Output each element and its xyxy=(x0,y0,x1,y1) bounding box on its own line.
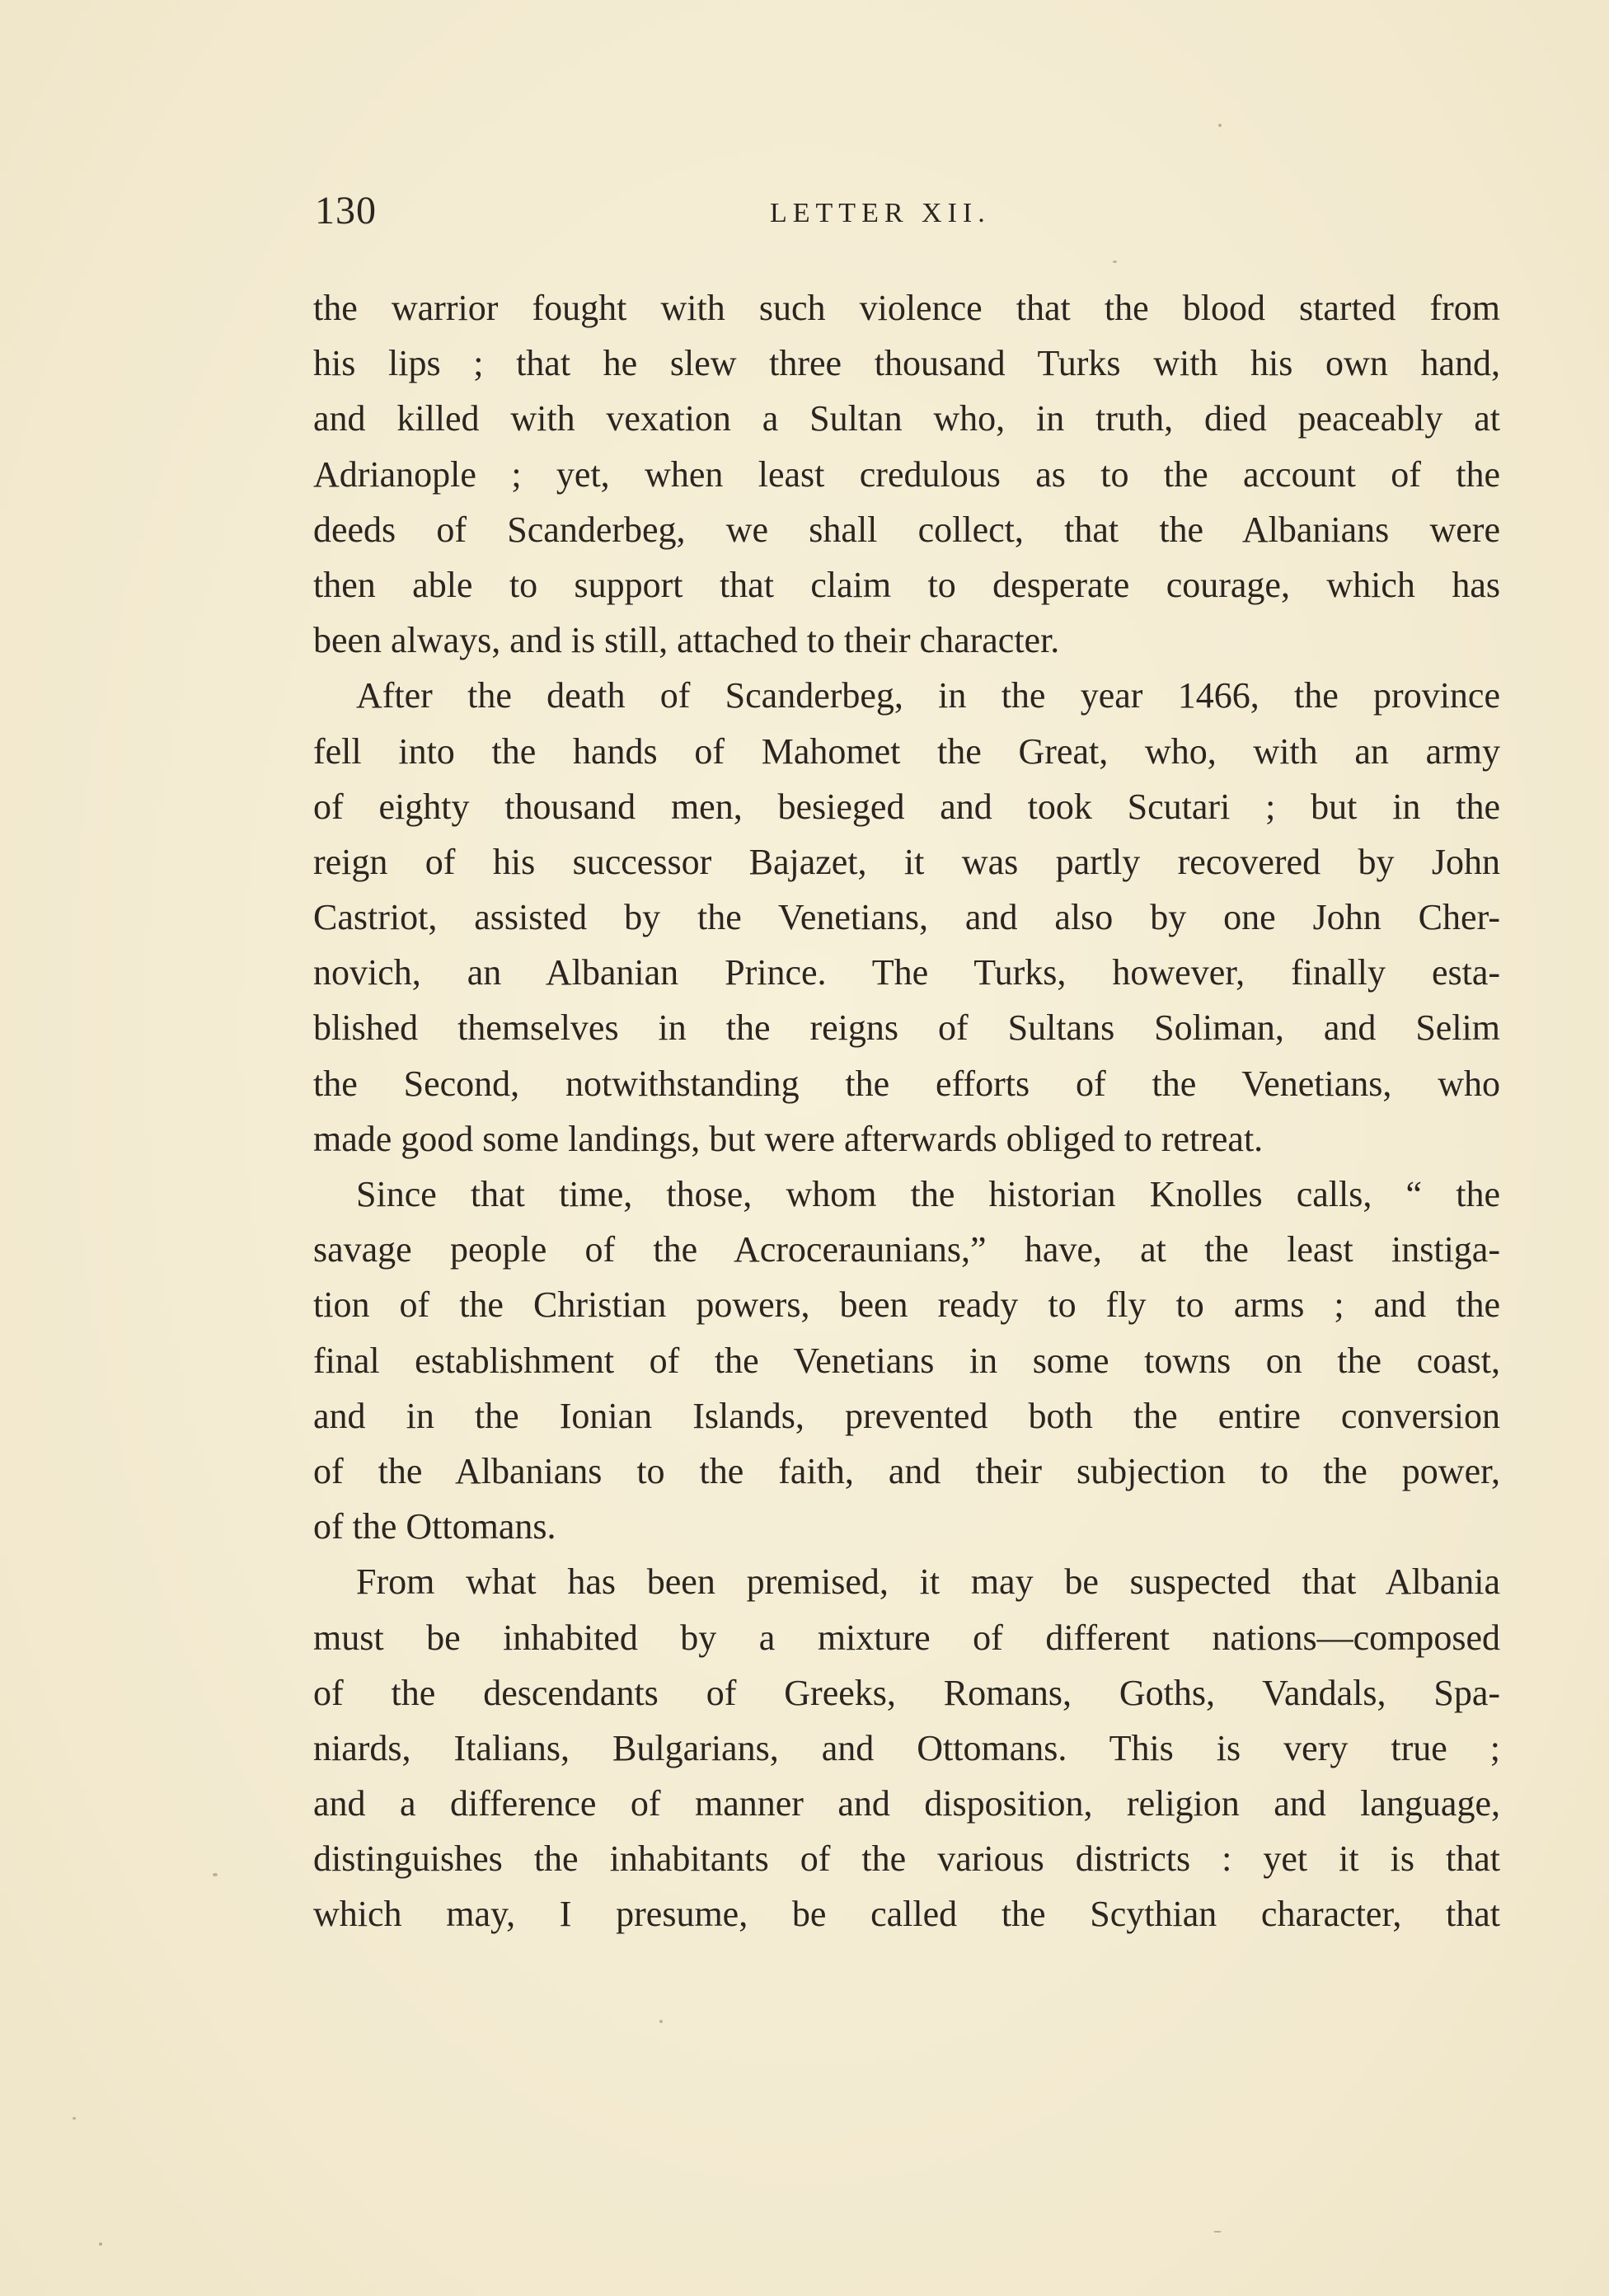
text-line: After the death of Scanderbeg, in the year 1466, the province xyxy=(356,675,1500,716)
text-line: From what has been premised, it may be suspected that Albania xyxy=(356,1561,1500,1603)
text-line: and in the Ionian Islands, prevented both the entire conversion xyxy=(313,1395,1500,1436)
paper-speck xyxy=(73,2117,76,2120)
text-line: the warrior fought with such violence that the blood started from xyxy=(313,288,1500,328)
text-line: niards, Italians, Bulgarians, and Ottomans. This is very true ; xyxy=(313,1727,1500,1768)
text-line: fell into the hands of Mahomet the Great, who, with an army xyxy=(313,730,1500,772)
text-line: and a difference of manner and disposition, religion and language, xyxy=(313,1783,1500,1824)
text-line: deeds of Scanderbeg, we shall collect, that the Albanians were xyxy=(313,509,1500,550)
text-line: tion of the Christian powers, been ready to fly to arms ; and the xyxy=(313,1284,1500,1326)
text-line: made good some landings, but were afterwards obliged to retreat. xyxy=(313,1118,1264,1159)
running-title: LETTER XII. xyxy=(770,198,991,228)
paper-speck xyxy=(1218,124,1222,127)
text-line: his lips ; that he slew three thousand Turks with his own hand, xyxy=(313,343,1500,384)
text-line: Since that time, those, whom the historian Knolles calls, “ the xyxy=(356,1174,1500,1214)
paper-speck xyxy=(659,2020,663,2023)
paper-speck xyxy=(1213,2231,1222,2233)
text-line: then able to support that claim to desperate courage, which has xyxy=(313,564,1500,605)
text-line: of the Ottomans. xyxy=(313,1506,556,1547)
text-line: of the Albanians to the faith, and their subjection to the power, xyxy=(313,1450,1500,1491)
text-line: been always, and is still, attached to their character. xyxy=(313,620,1060,661)
text-line: of the descendants of Greeks, Romans, Goths, Vandals, Spa- xyxy=(313,1672,1500,1713)
page-number: 130 xyxy=(315,189,377,232)
paper-speck xyxy=(1113,261,1117,263)
text-line: Castriot, assisted by the Venetians, and also by one John Cher- xyxy=(313,897,1500,938)
text-line: final establishment of the Venetians in some towns on the coast, xyxy=(313,1340,1500,1381)
text-line: and killed with vexation a Sultan who, in truth, died peaceably at xyxy=(313,398,1500,439)
paper-speck xyxy=(99,2242,102,2246)
text-line: distinguishes the inhabitants of the various districts : yet it is that xyxy=(313,1838,1500,1880)
text-line: novich, an Albanian Prince. The Turks, however, finally esta- xyxy=(313,952,1500,993)
text-line: blished themselves in the reigns of Sultans Soliman, and Selim xyxy=(313,1007,1500,1049)
text-line: savage people of the Acroceraunians,” have, at the least instiga- xyxy=(313,1229,1500,1270)
text-line: Adrianople ; yet, when least credulous as to the account of the xyxy=(313,453,1500,495)
text-line: of eighty thousand men, besieged and took Scutari ; but in the xyxy=(313,786,1500,827)
running-head xyxy=(315,188,1500,246)
body-text xyxy=(313,280,1500,1942)
text-line: reign of his successor Bajazet, it was partly recovered by John xyxy=(313,841,1500,882)
text-line: must be inhabited by a mixture of different nations—composed xyxy=(313,1617,1500,1658)
text-line: the Second, notwithstanding the efforts of the Venetians, who xyxy=(313,1063,1500,1104)
text-line: which may, I presume, be called the Scythian character, that xyxy=(313,1894,1500,1935)
paper-speck xyxy=(213,1873,218,1876)
